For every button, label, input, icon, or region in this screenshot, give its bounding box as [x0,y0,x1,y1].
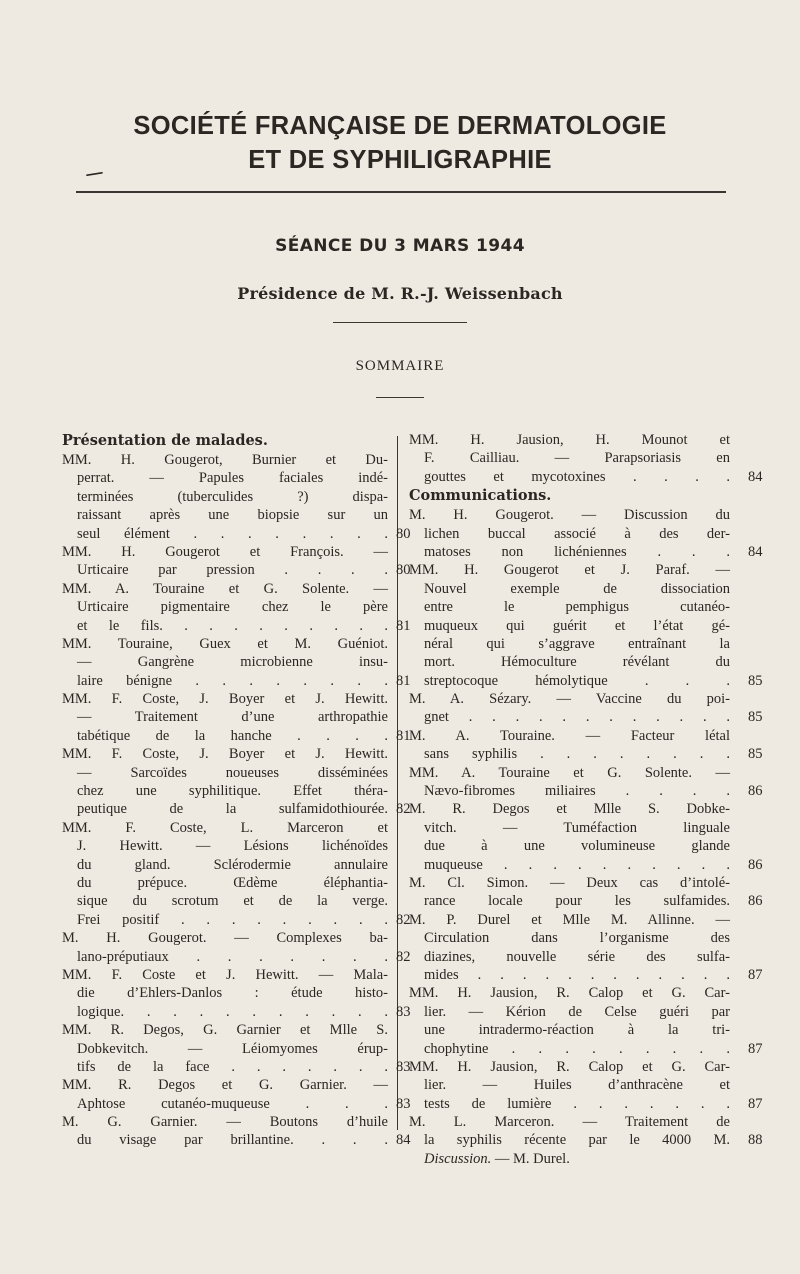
toc-line-text: chez une syphilitique. Effet théra- [77,783,388,800]
toc-line [409,1150,730,1168]
society-title-line-2: ET DE SYPHILIGRAPHIE [248,146,552,174]
toc-line-text: et le fils. . . . . . . . . . [77,617,388,634]
toc-line [62,874,388,892]
toc-line [409,929,730,947]
toc-line [62,948,411,966]
toc-line-text: M. G. Garnier. — Boutons d’huile [62,1114,388,1131]
page-number: 80 [396,525,411,542]
page-number: 81 [396,727,411,744]
toc-line-text: MM. H. Gougerot et J. Paraf. — [409,562,730,579]
toc-line-text: matoses non lichéniennes . . . [424,543,730,560]
toc-line-text: MM. F. Coste, J. Boyer et J. Hewitt. [62,691,388,708]
page-number: 85 [748,746,763,763]
toc-line [409,874,730,892]
toc-line-text: streptocoque hémolytique . . . [424,672,730,689]
toc-line-text: M. H. Gougerot. — Complexes ba- [62,930,388,947]
toc-line [409,856,763,874]
toc-line [409,911,730,929]
toc-line-text: Discussion. — M. Durel. [424,1150,570,1167]
toc-line [62,782,388,800]
toc-line-text: du visage par brillantine. . . . [77,1132,388,1149]
toc-line-text: lichen buccal associé à des der- [424,525,730,542]
toc-line [62,892,388,910]
toc-line-text: terminées (tuberculides ?) dispa- [77,488,388,505]
toc-line-text: Nouvel exemple de dissociation [424,580,730,597]
toc-line-text: gnet . . . . . . . . . . . . [424,709,730,726]
toc-line [409,745,763,763]
toc-line [409,561,730,579]
toc-line-text: MM. H. Gougerot, Burnier et Du- [62,452,388,468]
page-number: 84 [748,543,763,560]
page-number: 86 [748,893,763,910]
presidence-rule [333,322,467,323]
toc-line-text: lier. — Kérion de Celse guéri par [424,1003,730,1020]
toc-line-text: Frei positif . . . . . . . . . [77,911,388,928]
toc-line-text: entre le pemphigus cutanéo- [424,599,730,616]
toc-line-text: M. H. Gougerot. — Discussion du [409,507,730,524]
toc-line [409,948,730,966]
toc-line [409,984,730,1002]
toc-line-text: MM. A. Touraine et G. Solente. — [409,764,730,781]
pen-mark-icon [86,172,104,176]
toc-line [62,1003,411,1021]
toc-line [62,837,388,855]
left-column [62,431,411,1150]
toc-line [409,1058,730,1076]
toc-line [62,653,388,671]
toc-line [62,672,411,690]
toc-line-text: Aphtose cutanéo-muqueuse . . . [77,1095,388,1112]
toc-line-text: M. R. Degos et Mlle S. Dobke- [409,801,730,818]
toc-line-text: MM. H. Jausion, R. Calop et G. Car- [409,985,730,1002]
toc-line [409,543,763,561]
toc-line-text: Nævo-fibromes miliaires . . . . [424,783,730,800]
toc-line-text: muqueux qui guérit et l’état gé- [424,617,730,634]
toc-line-text: lano-préputiaux . . . . . . . [77,948,388,965]
page-number: 87 [748,1040,763,1057]
toc-line [62,1131,411,1149]
sommaire-rule [376,397,424,398]
toc-line [62,911,411,929]
toc-line [62,1076,388,1094]
toc-line [62,506,388,524]
society-title-line-1: SOCIÉTÉ FRANÇAISE DE DERMATOLOGIE [133,112,667,140]
page-number: 86 [748,783,763,800]
page-number: 82 [396,911,411,928]
page-number: 84 [748,468,763,485]
toc-line [409,431,730,449]
toc-line [62,819,388,837]
page-number: 80 [396,562,411,579]
toc-line-text: perrat. — Papules faciales indé- [77,470,388,487]
toc-line-text: tests de lumière . . . . . . . [424,1095,730,1112]
presidence-line: Présidence de M. R.-J. Weissenbach [237,284,563,303]
page-number: 85 [748,709,763,726]
toc-line [62,984,388,1002]
toc-line-text: logique. . . . . . . . . . . [77,1003,388,1020]
toc-line-text: MM. H. Jausion, H. Mounot et [409,432,730,448]
toc-line [409,506,730,524]
toc-line [409,1040,763,1058]
toc-line-text: sique du scrotum et de la verge. [77,893,388,910]
toc-line [409,690,730,708]
toc-line [62,561,411,579]
toc-line [409,672,763,690]
toc-line [409,1076,730,1094]
toc-line [62,856,388,874]
page-number: 84 [396,1132,411,1149]
toc-line [409,764,730,782]
toc-line [62,745,388,763]
toc-line [409,782,763,800]
toc-line [409,1095,763,1113]
toc-line-text: — Sarcoïdes noueuses disséminées [77,764,388,781]
page-number: 87 [748,966,763,983]
toc-line [409,1113,730,1131]
toc-line [409,635,730,653]
section-heading: Présentation de malades. [62,432,268,449]
page-number: 83 [396,1095,411,1112]
toc-line [409,1021,730,1039]
toc-line-text: néral qui s’aggrave entraînant la [424,635,730,652]
toc-line-text: J. Hewitt. — Lésions lichénoïdes [77,838,388,855]
toc-line-text: M. Cl. Simon. — Deux cas d’intolé- [409,874,730,891]
toc-line [62,525,411,543]
toc-line [62,451,388,469]
toc-line [409,449,730,467]
toc-line [409,598,730,616]
toc-line-text: MM. R. Degos et G. Garnier. — [62,1077,388,1094]
toc-line-text: MM. A. Touraine et G. Solente. — [62,580,388,597]
toc-line-text: une intradermo-réaction à la tri- [424,1022,730,1039]
toc-line [409,727,730,745]
toc-line [62,1040,388,1058]
toc-line-text: — Traitement d’une arthropathie [77,709,388,726]
toc-line-text: tifs de la face . . . . . . . [77,1058,388,1075]
toc-line [409,819,730,837]
toc-line [409,966,763,984]
toc-line-text: MM. H. Gougerot et François. — [62,543,388,560]
section-heading: Communications. [409,487,552,505]
header-rule [76,191,726,193]
toc-line-text: mides . . . . . . . . . . . . [424,966,730,983]
toc-line-text: M. P. Durel et Mlle M. Allinne. — [409,911,730,928]
toc-line [62,598,388,616]
toc-line-text: Urticaire pigmentaire chez le père [77,599,388,616]
toc-line-text: MM. F. Coste, L. Marceron et [62,819,388,836]
toc-line [62,617,411,635]
page-number: 81 [396,672,411,689]
toc-line [62,469,388,487]
page-number: 85 [748,672,763,689]
toc-line-text: MM. H. Jausion, R. Calop et G. Car- [409,1058,730,1075]
toc-line [62,764,388,782]
toc-line-text: MM. F. Coste, J. Boyer et J. Hewitt. [62,746,388,763]
page-number: 81 [396,617,411,634]
toc-line [62,708,388,726]
toc-line [409,617,730,635]
toc-line-text: seul élément . . . . . . . . [77,525,388,542]
toc-line [409,800,730,818]
toc-line [409,837,730,855]
page-number: 88 [748,1132,763,1149]
toc-line [62,1095,411,1113]
toc-line-text: laire bénigne . . . . . . . . [77,672,388,689]
page-number: 86 [748,856,763,873]
toc-line [62,1021,388,1039]
toc-line [409,708,763,726]
toc-line [62,1113,388,1131]
toc-line [409,580,730,598]
toc-line [409,1003,730,1021]
toc-line-text: due à une volumineuse glande [424,838,730,855]
toc-line [62,580,388,598]
toc-line-text: muqueuse . . . . . . . . . . [424,856,730,873]
toc-line-text: du prépuce. Œdème éléphantia- [77,874,388,891]
toc-line-text: M. A. Sézary. — Vaccine du poi- [409,691,730,708]
toc-line [62,635,388,653]
toc-line-text: gouttes et mycotoxines . . . . [424,468,730,485]
toc-line-text: F. Cailliau. — Parapsoriasis en [424,450,730,467]
toc-line-text: M. A. Touraine. — Facteur létal [409,727,730,744]
page-number: 87 [748,1095,763,1112]
toc-line [62,1058,411,1076]
toc-line-text: MM. F. Coste et J. Hewitt. — Mala- [62,966,388,983]
right-column [409,431,763,1168]
toc-line [62,929,388,947]
toc-line-text: raissant après une biopsie sur un [77,507,388,524]
toc-line [62,727,411,745]
page-number: 83 [396,1058,411,1075]
toc-line-text: diazines, nouvelle série des sulfa- [424,948,730,965]
toc-line [409,468,763,486]
toc-line-text: tabétique de la hanche . . . . [77,727,388,744]
toc-line [409,653,730,671]
toc-line-text: lier. — Huiles d’anthracène et [424,1077,730,1094]
toc-line-text: Urticaire par pression . . . . [77,562,388,579]
sommaire-heading: SOMMAIRE [355,358,445,374]
toc-line-text: chophytine . . . . . . . . . [424,1040,730,1057]
toc-line [409,525,730,543]
discussion-label: Discussion. [424,1150,492,1167]
toc-line [62,488,388,506]
toc-line-text: rance locale pour les sulfamides. [424,893,730,910]
toc-line-text: sans syphilis . . . . . . . . [424,746,730,763]
toc-line [409,1131,763,1149]
toc-line-text: MM. Touraine, Guex et M. Guéniot. [62,635,388,652]
toc-line [62,966,388,984]
session-heading: SÉANCE DU 3 MARS 1944 [275,236,525,256]
toc-line-text: mort. Hémoculture révélant du [424,654,730,671]
toc-line-text: — Gangrène microbienne insu- [77,654,388,671]
toc-line [62,800,411,818]
toc-line [62,690,388,708]
toc-line-text: Dobkevitch. — Léiomyomes érup- [77,1040,388,1057]
toc-line-text: MM. R. Degos, G. Garnier et Mlle S. [62,1022,388,1039]
page-number: 82 [396,801,411,818]
toc-line-text: die d’Ehlers-Danlos : étude histo- [77,985,388,1002]
toc-line-text: la syphilis récente par le 4000 M. [424,1132,730,1149]
page-number: 83 [396,1003,411,1020]
toc-line [409,892,763,910]
toc-line-text: vitch. — Tuméfaction linguale [424,819,730,836]
toc-line [62,543,388,561]
toc-line-text: peutique de la sulfamidothiourée. [77,801,388,818]
toc-line-text: M. L. Marceron. — Traitement de [409,1114,730,1131]
page-number: 82 [396,948,411,965]
toc-line-text: Circulation dans l’organisme des [424,930,730,947]
toc-line-text: du gland. Sclérodermie annulaire [77,856,388,873]
